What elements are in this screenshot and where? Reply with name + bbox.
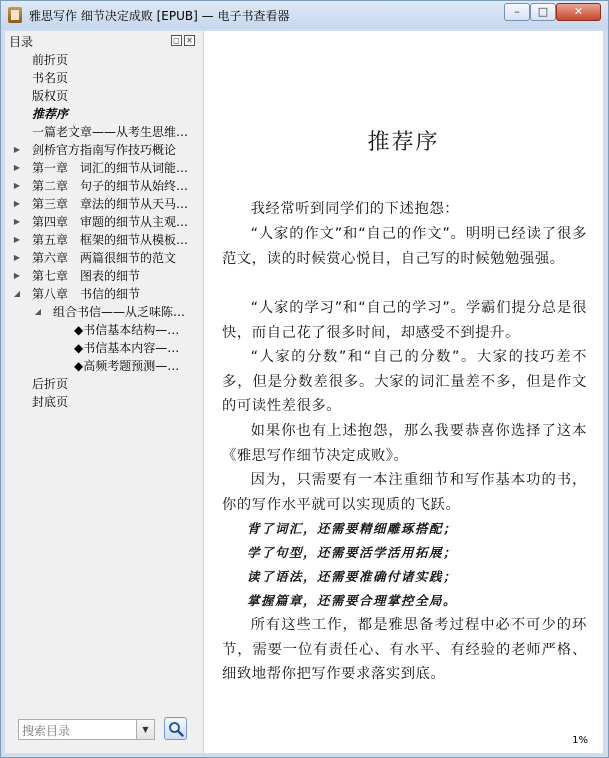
toc-item-label: 书名页 xyxy=(32,71,69,85)
paragraph: “人家的作文”和“自己的作文”。明明已经读了很多范文，读的时候赏心悦目，自己写的时候勉勉强强。 xyxy=(222,226,587,267)
toc-item-label: 第七章 图表的细节 xyxy=(32,269,141,283)
window-title: 雅思写作 细节决定成败 [EPUB] — 电子书查看器 xyxy=(29,9,290,23)
toc-item-label: 一篇老文章——从考生思维… xyxy=(32,125,189,139)
paragraph: 如果你也有上述抱怨，那么我要恭喜你选择了这本《雅思写作细节决定成败》。 xyxy=(222,423,587,464)
expand-arrow-icon[interactable]: ▶ xyxy=(13,271,21,280)
title-bar[interactable] xyxy=(1,1,608,29)
client-area xyxy=(5,31,603,753)
toc-item-label: 推荐序 xyxy=(32,107,69,121)
toc-item-label: 版权页 xyxy=(32,89,69,103)
toc-item-label: ◆书信基本内容—… xyxy=(74,341,180,355)
paragraph: 我经常听到同学们的下述抱怨： xyxy=(250,201,460,217)
paragraph: “人家的学习”和“自己的学习”。学霸们提分总是很快，而自己花了很多时间，却感受不到提升。 xyxy=(222,300,587,341)
paragraph: “人家的分数”和“自己的分数”。大家的技巧差不多，但是分数差很多。大家的词汇量差不多，但是作文的可读性差很多。 xyxy=(222,349,587,415)
toc-search-input[interactable] xyxy=(22,723,134,740)
expand-arrow-icon[interactable]: ▶ xyxy=(13,145,21,154)
toc-item-label: 第四章 审题的细节从主观… xyxy=(32,215,189,229)
toc-item[interactable] xyxy=(5,303,203,321)
toc-item[interactable] xyxy=(5,51,203,69)
emphasis-line: 掌握篇章，还需要合理掌控全局。 xyxy=(247,593,458,608)
toc-item[interactable] xyxy=(5,393,203,411)
minimize-button[interactable]: – xyxy=(504,3,530,21)
toc-item-label: ◆高频考题预测—… xyxy=(74,359,180,373)
expand-arrow-icon[interactable]: ▶ xyxy=(13,235,21,244)
toc-header: 目录 xyxy=(9,35,34,49)
expand-arrow-icon[interactable]: ▶ xyxy=(13,199,21,208)
progress-percent: 1% xyxy=(572,735,588,746)
toc-item-label: 封底页 xyxy=(32,395,69,409)
toc-item-label: 第三章 章法的细节从天马… xyxy=(32,197,189,211)
chevron-down-icon[interactable]: ▼ xyxy=(136,720,154,739)
toc-item[interactable] xyxy=(5,321,203,339)
expand-arrow-icon[interactable]: ▶ xyxy=(13,163,21,172)
toc-item[interactable] xyxy=(5,87,203,105)
toc-item[interactable] xyxy=(5,177,203,195)
close-icon[interactable]: ✕ xyxy=(184,35,195,46)
toc-item-label: ◆书信基本结构—… xyxy=(74,323,180,337)
search-icon xyxy=(168,721,184,737)
toc-item[interactable] xyxy=(5,123,203,141)
expand-arrow-icon[interactable]: ▶ xyxy=(13,253,21,262)
toc-item-label: 组合书信——从乏味陈… xyxy=(53,305,186,319)
paragraph: 因为，只需要有一本注重细节和写作基本功的书，你的写作水平就可以实现质的飞跃。 xyxy=(222,472,587,513)
toc-item[interactable] xyxy=(5,375,203,393)
toc-item-label: 第六章 两篇很细节的范文 xyxy=(32,251,177,265)
emphasis-line: 读了语法，还需要准确付诸实践； xyxy=(247,569,458,584)
toc-item-label: 第一章 词汇的细节从词能… xyxy=(32,161,189,175)
toc-item[interactable] xyxy=(5,159,203,177)
toc-item[interactable] xyxy=(5,357,203,375)
toc-item-label: 前折页 xyxy=(32,53,69,67)
expand-arrow-icon[interactable]: ▶ xyxy=(13,217,21,226)
maximize-button[interactable]: □ xyxy=(530,3,556,21)
collapse-arrow-icon[interactable]: ◢ xyxy=(34,307,42,316)
search-button[interactable] xyxy=(164,717,187,740)
toc-item[interactable] xyxy=(5,213,203,231)
toc-item-label: 剑桥官方指南写作技巧概论 xyxy=(32,143,177,157)
expand-arrow-icon[interactable]: ▶ xyxy=(13,181,21,190)
toc-item[interactable] xyxy=(5,231,203,249)
book-icon xyxy=(8,7,22,23)
toc-item[interactable] xyxy=(5,267,203,285)
toc-item-label: 后折页 xyxy=(32,377,69,391)
toc-item[interactable] xyxy=(5,141,203,159)
emphasis-line: 背了词汇，还需要精细雕琢搭配； xyxy=(247,521,458,536)
paragraph: 所有这些工作，都是雅思备考过程中必不可少的环节，需要一位有责任心、有水平、有经验的老师严格、细致地帮你把写作要求落实到底。 xyxy=(222,617,587,683)
toc-item[interactable] xyxy=(5,339,203,357)
toc-item[interactable] xyxy=(5,69,203,87)
toc-search-box xyxy=(18,719,155,740)
toc-item[interactable] xyxy=(5,285,203,303)
toc-item[interactable] xyxy=(5,105,203,123)
collapse-arrow-icon[interactable]: ◢ xyxy=(13,289,21,298)
toc-tree xyxy=(5,51,203,411)
toc-item[interactable] xyxy=(5,249,203,267)
book-content xyxy=(204,31,603,753)
close-button[interactable]: ✕ xyxy=(556,3,601,21)
toc-item-label: 第二章 句子的细节从始终… xyxy=(32,179,189,193)
toc-item-label: 第八章 书信的细节 xyxy=(32,287,141,301)
emphasis-line: 学了句型，还需要活学活用拓展； xyxy=(247,545,458,560)
toc-sidebar xyxy=(5,31,203,753)
chapter-title: 推荐序 xyxy=(367,130,440,155)
toc-item[interactable] xyxy=(5,195,203,213)
restore-icon[interactable]: ◻ xyxy=(171,35,182,46)
toc-item-label: 第五章 框架的细节从模板… xyxy=(32,233,189,247)
